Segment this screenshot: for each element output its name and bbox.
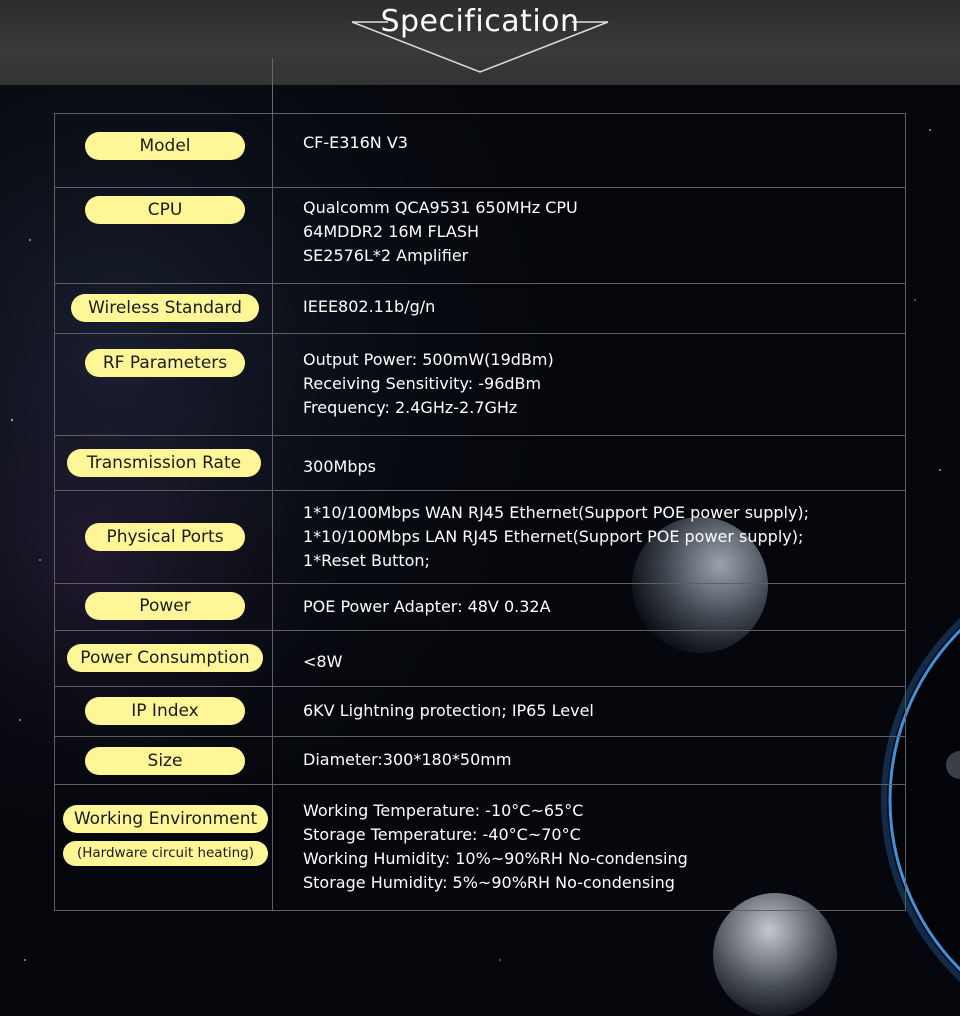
- spec-value-line: Receiving Sensitivity: -96dBm: [303, 374, 542, 393]
- column-divider: [272, 687, 273, 736]
- spec-value-line: IEEE802.11b/g/n: [303, 297, 436, 316]
- spec-value-line: Qualcomm QCA9531 650MHz CPU: [303, 198, 578, 217]
- spec-value: [303, 455, 376, 479]
- column-divider: [272, 188, 273, 283]
- spec-value: [303, 650, 342, 674]
- spec-row-rf-parameters: [55, 334, 905, 436]
- spec-value-line: 300Mbps: [303, 457, 376, 476]
- spec-value: [303, 595, 551, 619]
- spec-label: Working Environment: [63, 805, 268, 833]
- spec-table: [54, 113, 906, 911]
- spec-value-line: 1*10/100Mbps WAN RJ45 Ethernet(Support POE power supply);: [303, 503, 810, 522]
- spec-label: Transmission Rate: [67, 449, 261, 477]
- spec-row-ip-index: [55, 687, 905, 737]
- spec-value-line: Storage Humidity: 5%~90%RH No-condensing: [303, 873, 675, 892]
- spec-label: Wireless Standard: [71, 294, 259, 322]
- spec-value: [303, 348, 554, 420]
- column-divider: [272, 737, 273, 784]
- spec-label: Physical Ports: [85, 523, 245, 551]
- spec-row-size: [55, 737, 905, 785]
- spec-label: RF Parameters: [85, 349, 245, 377]
- column-divider: [272, 491, 273, 583]
- spec-row-working-environment: [55, 785, 905, 910]
- spec-value-line: Working Humidity: 10%~90%RH No-condensing: [303, 849, 688, 868]
- spec-value-line: <8W: [303, 652, 343, 671]
- spec-value-line: 1*Reset Button;: [303, 551, 430, 570]
- header-bar: [0, 0, 960, 85]
- spec-value-line: 1*10/100Mbps LAN RJ45 Ethernet(Support POE power supply);: [303, 527, 804, 546]
- spec-value-line: Storage Temperature: -40°C~70°C: [303, 825, 581, 844]
- spec-value-line: Frequency: 2.4GHz-2.7GHz: [303, 398, 518, 417]
- spec-value: [303, 196, 578, 268]
- spec-value: [303, 699, 594, 723]
- spec-value: [303, 799, 688, 895]
- spec-value: [303, 748, 511, 772]
- column-divider: [272, 631, 273, 686]
- spec-value: [303, 131, 408, 155]
- column-divider: [272, 436, 273, 490]
- spec-sublabel: (Hardware circuit heating): [63, 841, 268, 866]
- spec-row-physical-ports: [55, 491, 905, 584]
- spec-label: Model: [85, 132, 245, 160]
- spec-row-transmission-rate: [55, 436, 905, 491]
- spec-value-line: CF-E316N V3: [303, 133, 408, 152]
- spec-value-line: Diameter:300*180*50mm: [303, 750, 512, 769]
- spec-value-line: SE2576L*2 Amplifier: [303, 246, 469, 265]
- column-divider: [272, 334, 273, 435]
- spec-value-line: POE Power Adapter: 48V 0.32A: [303, 597, 551, 616]
- spec-value-line: 6KV Lightning protection; IP65 Level: [303, 701, 594, 720]
- spec-value-line: 64MDDR2 16M FLASH: [303, 222, 480, 241]
- spec-value: [303, 501, 809, 573]
- spec-label: Power Consumption: [67, 644, 263, 672]
- spec-label: CPU: [85, 196, 245, 224]
- column-divider: [272, 584, 273, 630]
- spec-value-line: Output Power: 500mW(19dBm): [303, 350, 554, 369]
- spec-label: Size: [85, 747, 245, 775]
- spec-label: IP Index: [85, 697, 245, 725]
- column-divider: [272, 785, 273, 910]
- spec-row-cpu: [55, 188, 905, 284]
- spec-row-power-consumption: [55, 631, 905, 687]
- spec-value-line: Working Temperature: -10°C~65°C: [303, 801, 584, 820]
- spec-label: Power: [85, 592, 245, 620]
- column-divider-top: [272, 58, 273, 114]
- spec-row-power: [55, 584, 905, 631]
- spec-row-model: [55, 114, 905, 188]
- column-divider: [272, 114, 273, 187]
- column-divider: [272, 284, 273, 333]
- page-title: Specification: [380, 4, 580, 39]
- spec-value: [303, 295, 435, 319]
- spec-row-wireless-standard: [55, 284, 905, 334]
